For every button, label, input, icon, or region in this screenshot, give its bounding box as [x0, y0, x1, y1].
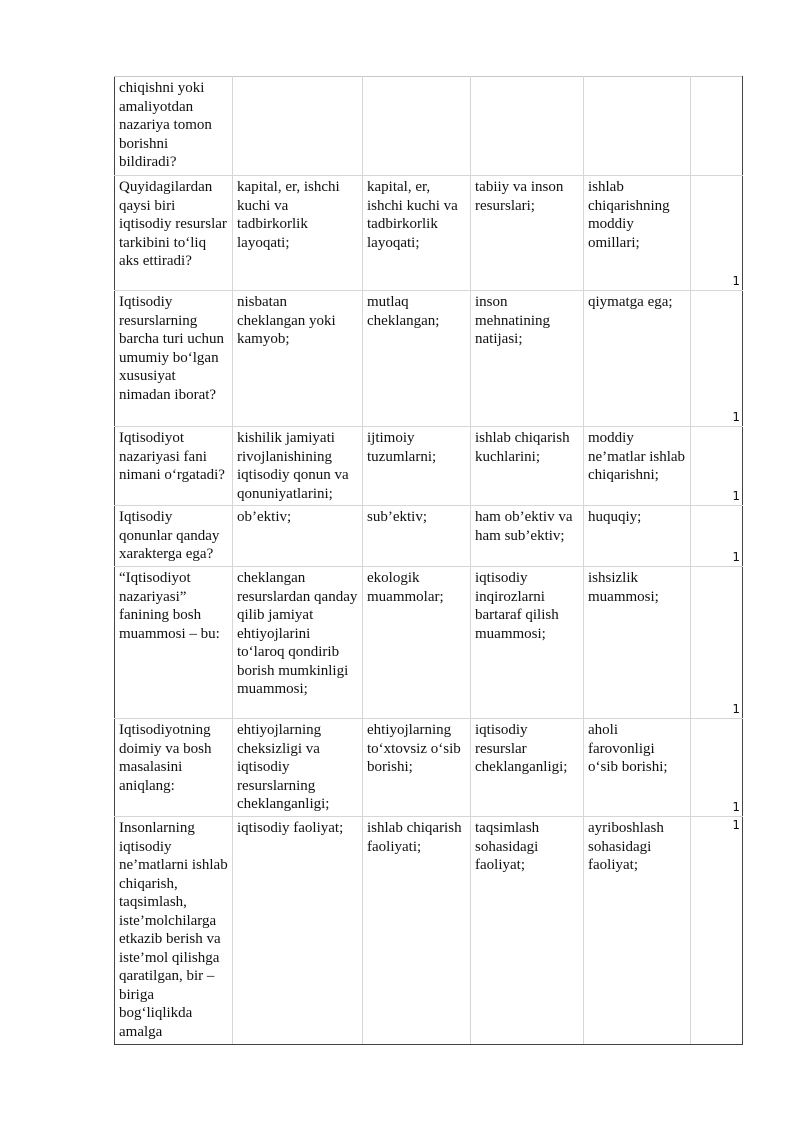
answer-b-cell: ehtiyojlarning to‘xtovsiz o‘sib borishi;: [363, 719, 471, 817]
answer-a-cell: cheklangan resurslardan qanday qilib jamiyat ehtiyojlarini to‘laroq qondirib borish mumkinligi muammosi;: [233, 567, 363, 719]
answer-b-cell: ishlab chiqarish faoliyati;: [363, 817, 471, 1045]
answer-c-cell: ishlab chiqarish kuchlarini;: [471, 427, 584, 506]
table-row: [115, 567, 743, 719]
question-cell: Iqtisodiy resurslarning barcha turi uchun umumiy bo‘lgan xususiyat nimadan iborat?: [115, 291, 233, 427]
answer-b-cell: [363, 77, 471, 176]
score-cell: 1: [691, 176, 743, 291]
answer-a-cell: kishilik jamiyati rivojlanishining iqtisodiy qonun va qonuniyatlarini;: [233, 427, 363, 506]
answer-d-cell: ayriboshlash sohasidagi faoliyat;: [584, 817, 691, 1045]
answer-d-cell: ishlab chiqarishning moddiy omillari;: [584, 176, 691, 291]
score-cell: 1: [691, 567, 743, 719]
answer-c-cell: [471, 77, 584, 176]
answer-d-cell: qiymatga ega;: [584, 291, 691, 427]
answer-c-cell: iqtisodiy inqirozlarni bartaraf qilish muammosi;: [471, 567, 584, 719]
score-cell: [691, 77, 743, 176]
answer-c-cell: ham ob’ektiv va ham sub’ektiv;: [471, 506, 584, 567]
answer-a-cell: ehtiyojlarning cheksizligi va iqtisodiy resurslarning cheklanganligi;: [233, 719, 363, 817]
answer-d-cell: ishsizlik muammosi;: [584, 567, 691, 719]
table-row: [115, 506, 743, 567]
question-cell: Iqtisodiy qonunlar qanday xarakterga ega?: [115, 506, 233, 567]
answer-b-cell: ekologik muammolar;: [363, 567, 471, 719]
answer-c-cell: taqsimlash sohasidagi faoliyat;: [471, 817, 584, 1045]
table-row: [115, 719, 743, 817]
answer-a-cell: iqtisodiy faoliyat;: [233, 817, 363, 1045]
answer-a-cell: kapital, er, ishchi kuchi va tadbirkorlik layoqati;: [233, 176, 363, 291]
table-row: [115, 817, 743, 1045]
answer-a-cell: [233, 77, 363, 176]
answer-d-cell: huquqiy;: [584, 506, 691, 567]
answer-d-cell: [584, 77, 691, 176]
answer-b-cell: kapital, er, ishchi kuchi va tadbirkorlik layoqati;: [363, 176, 471, 291]
answer-b-cell: mutlaq cheklangan;: [363, 291, 471, 427]
answer-a-cell: nisbatan cheklangan yoki kamyob;: [233, 291, 363, 427]
question-cell: Insonlarning iqtisodiy ne’matlarni ishlab chiqarish, taqsimlash, iste’molchilarga etkazib berish va iste’mol qilishga qaratilgan, bir – biriga bog‘liqlikda amalga: [115, 817, 233, 1045]
answer-b-cell: sub’ektiv;: [363, 506, 471, 567]
answer-a-cell: ob’ektiv;: [233, 506, 363, 567]
question-cell: Iqtisodiyotning doimiy va bosh masalasini aniqlang:: [115, 719, 233, 817]
answer-b-cell: ijtimoiy tuzumlarni;: [363, 427, 471, 506]
test-questions-table: [114, 76, 743, 1045]
question-cell: Iqtisodiyot nazariyasi fani nimani o‘rgatadi?: [115, 427, 233, 506]
answer-c-cell: tabiiy va inson resurslari;: [471, 176, 584, 291]
answer-c-cell: inson mehnatining natijasi;: [471, 291, 584, 427]
score-cell: 1: [691, 291, 743, 427]
answer-d-cell: aholi farovonligi o‘sib borishi;: [584, 719, 691, 817]
question-cell: “Iqtisodiyot nazariyasi” fanining bosh muammosi – bu:: [115, 567, 233, 719]
answer-d-cell: moddiy ne’matlar ishlab chiqarishni;: [584, 427, 691, 506]
score-cell: 1: [691, 719, 743, 817]
question-cell: chiqishni yoki amaliyotdan nazariya tomon borishni bildiradi?: [115, 77, 233, 176]
table-row: [115, 427, 743, 506]
table-row: [115, 291, 743, 427]
table-row: [115, 176, 743, 291]
score-cell: 1: [691, 427, 743, 506]
answer-c-cell: iqtisodiy resurslar cheklanganligi;: [471, 719, 584, 817]
score-cell: 1: [691, 817, 743, 1045]
table-row: [115, 77, 743, 176]
question-cell: Quyidagilardan qaysi biri iqtisodiy resurslar tarkibini to‘liq aks ettiradi?: [115, 176, 233, 291]
score-cell: 1: [691, 506, 743, 567]
